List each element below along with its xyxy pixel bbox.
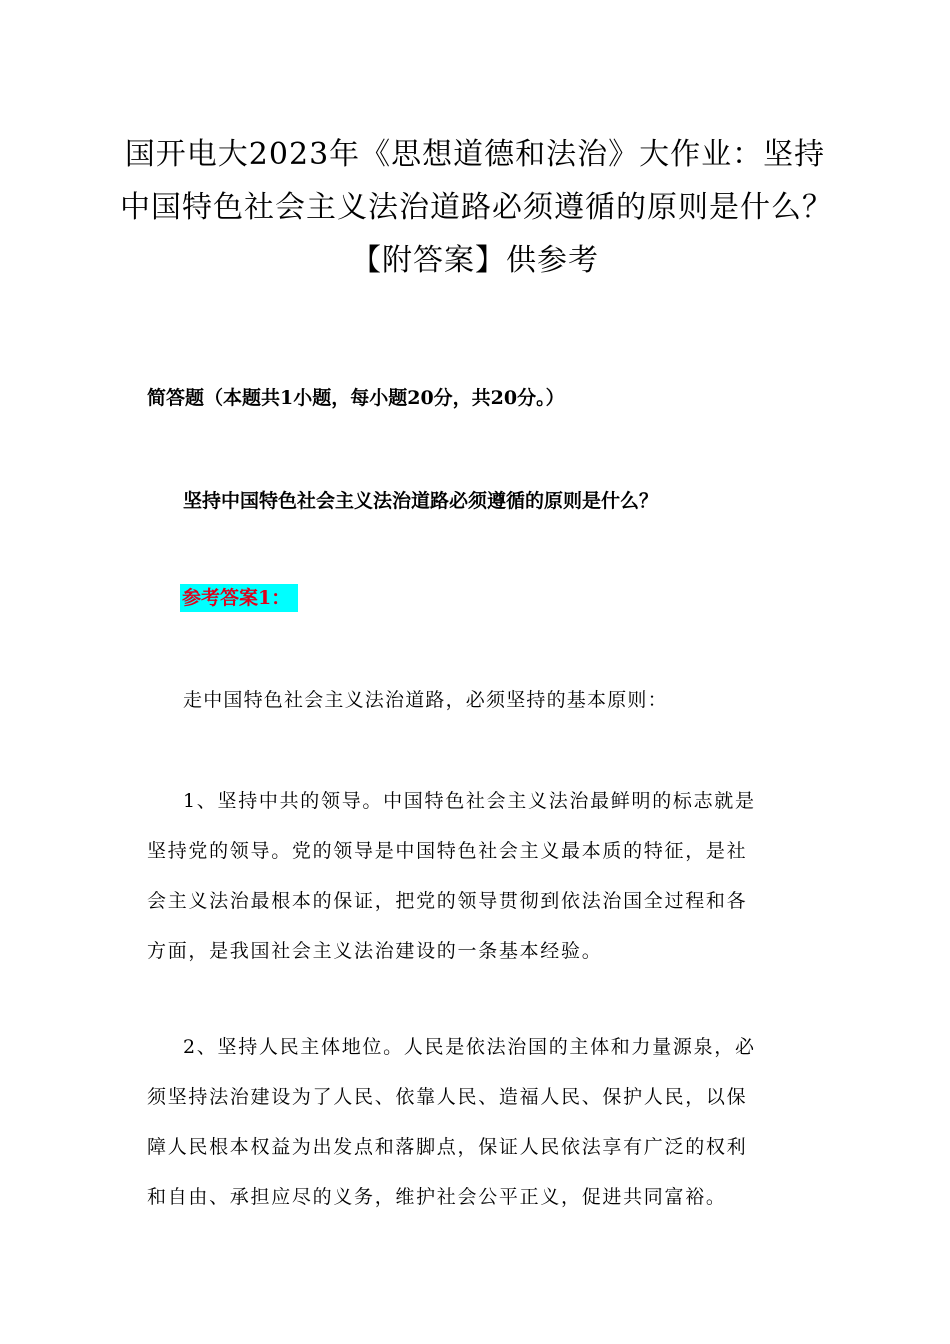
paragraph-2-line-3: 障人民根本权益为出发点和落脚点，保证人民依法享有广泛的权利 — [147, 1136, 748, 1158]
section-heading: 简答题（本题共1小题，每小题20分，共20分。） — [147, 387, 565, 409]
answer-paragraph-1 — [147, 776, 817, 976]
answer-paragraph-2 — [147, 1022, 817, 1222]
title-line-3: 【附答案】供参考 — [351, 243, 599, 278]
answer-label-highlighted: 参考答案1： — [180, 584, 298, 612]
question-text: 坚持中国特色社会主义法治道路必须遵循的原则是什么？ — [183, 490, 659, 512]
paragraph-2-line-2: 须坚持法治建设为了人民、依靠人民、造福人民、保护人民，以保 — [147, 1086, 748, 1108]
title-line-2: 中国特色社会主义法治道路必须遵循的原则是什么？ — [120, 190, 833, 225]
document-title — [120, 128, 833, 287]
paragraph-1-line-2: 坚持党的领导。党的领导是中国特色社会主义最本质的特征，是社 — [147, 840, 748, 862]
paragraph-2-line-1: 2、坚持人民主体地位。人民是依法治国的主体和力量源泉，必 — [183, 1036, 756, 1058]
paragraph-1-line-4: 方面，是我国社会主义法治建设的一条基本经验。 — [147, 940, 603, 962]
paragraph-1-line-1: 1、坚持中共的领导。中国特色社会主义法治最鲜明的标志就是 — [183, 790, 756, 812]
answer-intro: 走中国特色社会主义法治道路，必须坚持的基本原则： — [183, 689, 668, 711]
paragraph-1-line-3: 会主义法治最根本的保证，把党的领导贯彻到依法治国全过程和各 — [147, 890, 748, 912]
title-line-1: 国开电大2023年《思想道德和法治》大作业：坚持 — [124, 137, 826, 172]
paragraph-2-line-4: 和自由、承担应尽的义务，维护社会公平正义，促进共同富裕。 — [147, 1186, 727, 1208]
